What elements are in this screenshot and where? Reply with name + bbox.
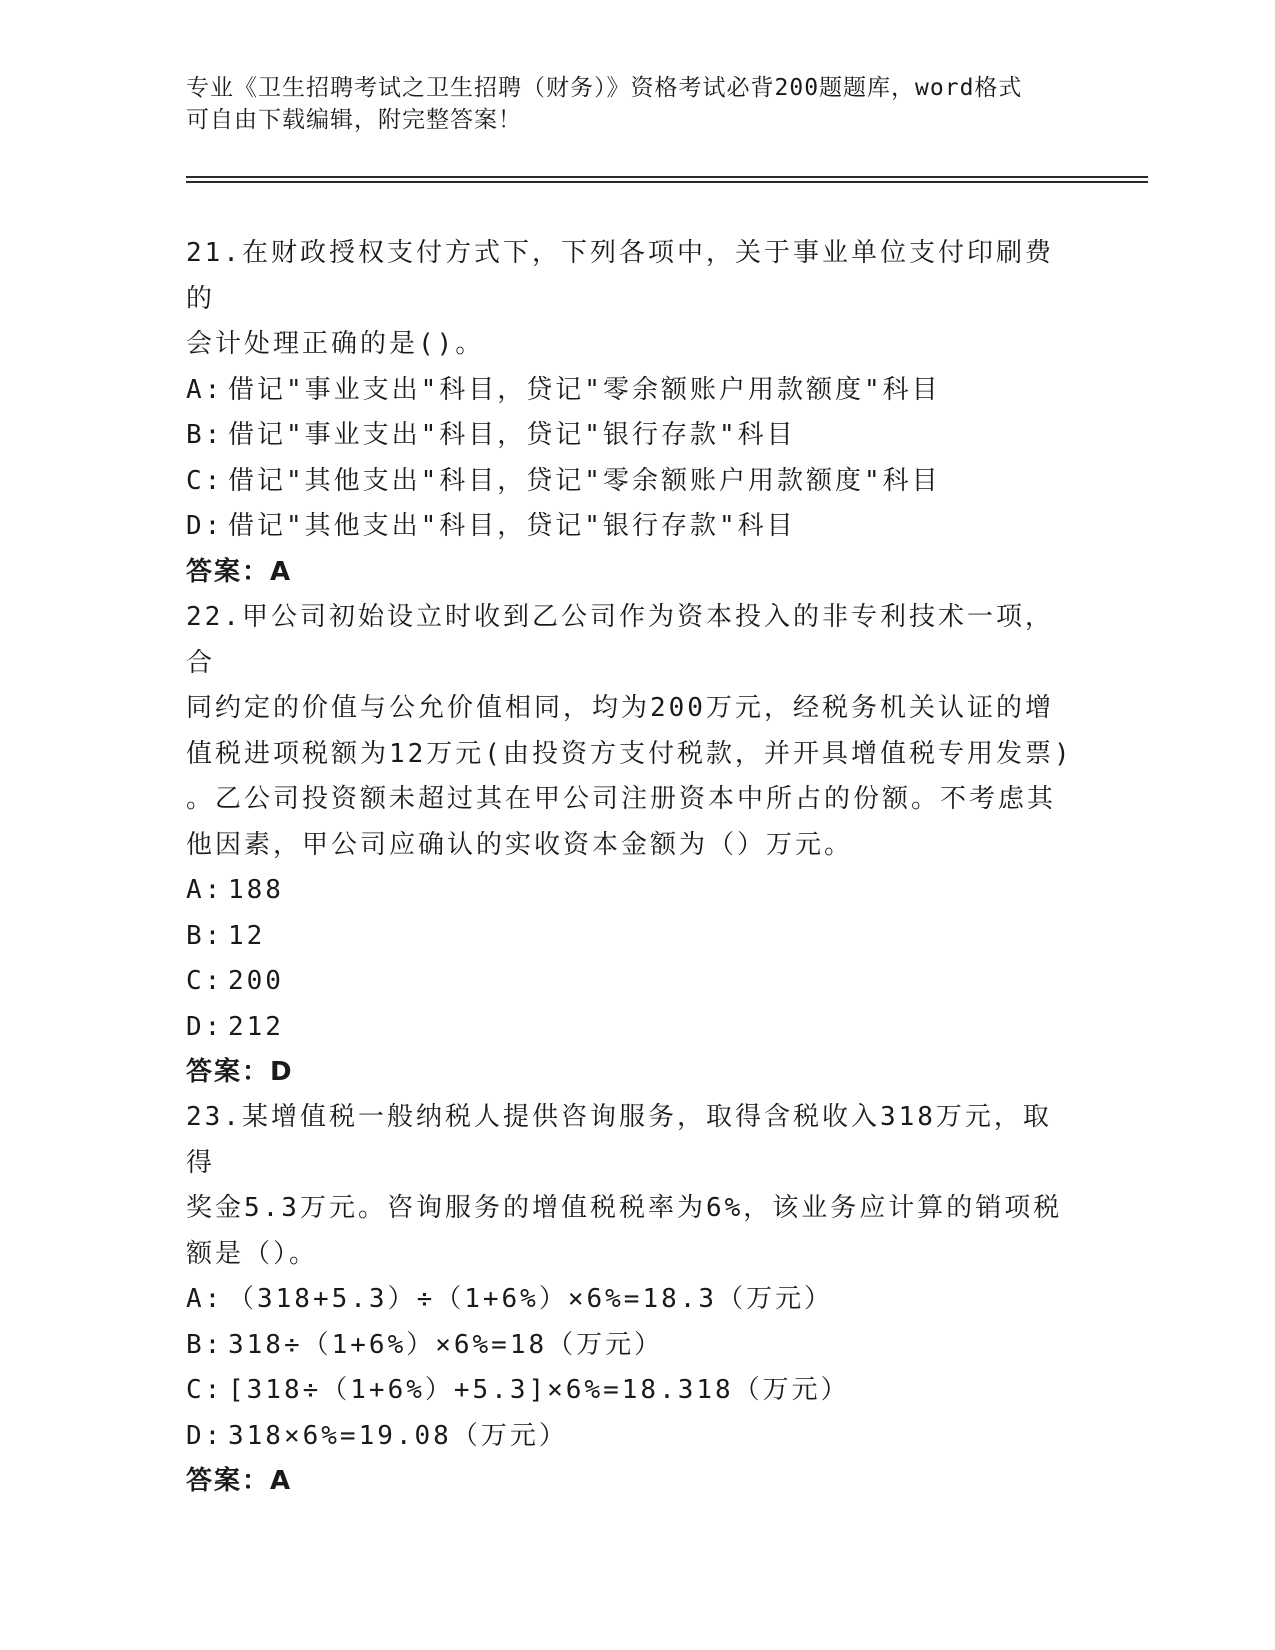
option-text: 200: [228, 966, 284, 996]
option-b: [186, 1323, 1076, 1369]
stem-line: 额是（）。: [186, 1238, 319, 1269]
option-a: [186, 1277, 1076, 1323]
option-text: 借记"其他支出"科目，贷记"零余额账户用款额度"科目: [228, 465, 941, 496]
stem-line: 22.甲公司初始设立时收到乙公司作为资本投入的非专利技术一项，合: [186, 602, 1054, 678]
option-label: C:: [186, 1375, 224, 1405]
stem-line: 他因素，甲公司应确认的实收资本金额为（）万元。: [186, 829, 854, 860]
question-stem: [186, 231, 1076, 368]
option-a: [186, 368, 1076, 414]
stem-line: 会计处理正确的是()。: [186, 329, 485, 359]
option-label: C:: [186, 465, 224, 496]
option-text: 借记"其他支出"科目，贷记"银行存款"科目: [228, 511, 796, 541]
option-text: （318+5.3）÷（1+6%）×6%=18.3（万元）: [228, 1284, 834, 1314]
option-b: [186, 413, 1076, 459]
question-21: [186, 231, 1076, 595]
question-23: [186, 1095, 1076, 1505]
header-rule-bottom: [186, 181, 1148, 183]
option-d: [186, 1005, 1076, 1051]
stem-line: 奖金5.3万元。咨询服务的增值税税率为6%，该业务应计算的销项税: [186, 1193, 1063, 1223]
option-label: A:: [186, 875, 224, 905]
stem-line: 21.在财政授权支付方式下，下列各项中，关于事业单位支付印刷费的: [186, 238, 1054, 314]
option-text: 借记"事业支出"科目，贷记"零余额账户用款额度"科目: [228, 374, 941, 405]
option-text: 212: [228, 1011, 284, 1042]
option-label: D:: [186, 1420, 224, 1451]
option-text: 318×6%=19.08（万元）: [228, 1420, 568, 1451]
answer-line: 答案：A: [186, 1466, 293, 1496]
option-c: [186, 1368, 1076, 1414]
option-text: 12: [228, 920, 266, 951]
option-label: B:: [186, 420, 224, 450]
stem-line: 。乙公司投资额未超过其在甲公司注册资本中所占的份额。不考虑其: [186, 784, 1057, 814]
option-text: 188: [228, 875, 284, 905]
stem-line: 同约定的价值与公允价值相同，均为200万元，经税务机关认证的增: [186, 693, 1054, 723]
option-c: [186, 959, 1076, 1005]
option-text: 318÷（1+6%）×6%=18（万元）: [228, 1329, 664, 1360]
option-text: 借记"事业支出"科目，贷记"银行存款"科目: [228, 420, 796, 450]
option-label: C:: [186, 966, 224, 996]
option-label: B:: [186, 1329, 224, 1360]
option-label: D:: [186, 511, 224, 541]
option-d: [186, 1414, 1076, 1460]
option-b: [186, 914, 1076, 960]
answer-line: 答案：A: [186, 556, 293, 587]
option-label: A:: [186, 1284, 224, 1314]
stem-line: 23.某增值税一般纳税人提供咨询服务，取得含税收入318万元，取得: [186, 1102, 1052, 1178]
question-stem: [186, 595, 1076, 868]
header-line-2: 可自由下载编辑，附完整答案！: [186, 107, 522, 133]
option-label: D:: [186, 1011, 224, 1042]
option-label: A:: [186, 374, 224, 405]
option-c: [186, 459, 1076, 505]
answer-line: 答案：D: [186, 1057, 294, 1087]
option-text: [318÷（1+6%）+5.3]×6%=18.318（万元）: [228, 1375, 850, 1405]
header-line-1: 专业《卫生招聘考试之卫生招聘（财务）》资格考试必背200题题库，word格式: [186, 75, 1023, 101]
header-rule-top: [186, 176, 1148, 178]
question-22: [186, 595, 1076, 1096]
option-d: [186, 504, 1076, 550]
question-stem: [186, 1095, 1076, 1277]
header-double-rule: [186, 176, 1148, 183]
stem-line: 值税进项税额为12万元(由投资方支付税款，并开具增值税专用发票): [186, 738, 1073, 769]
option-a: [186, 868, 1076, 914]
option-label: B:: [186, 920, 224, 951]
document-header: [186, 72, 1086, 136]
